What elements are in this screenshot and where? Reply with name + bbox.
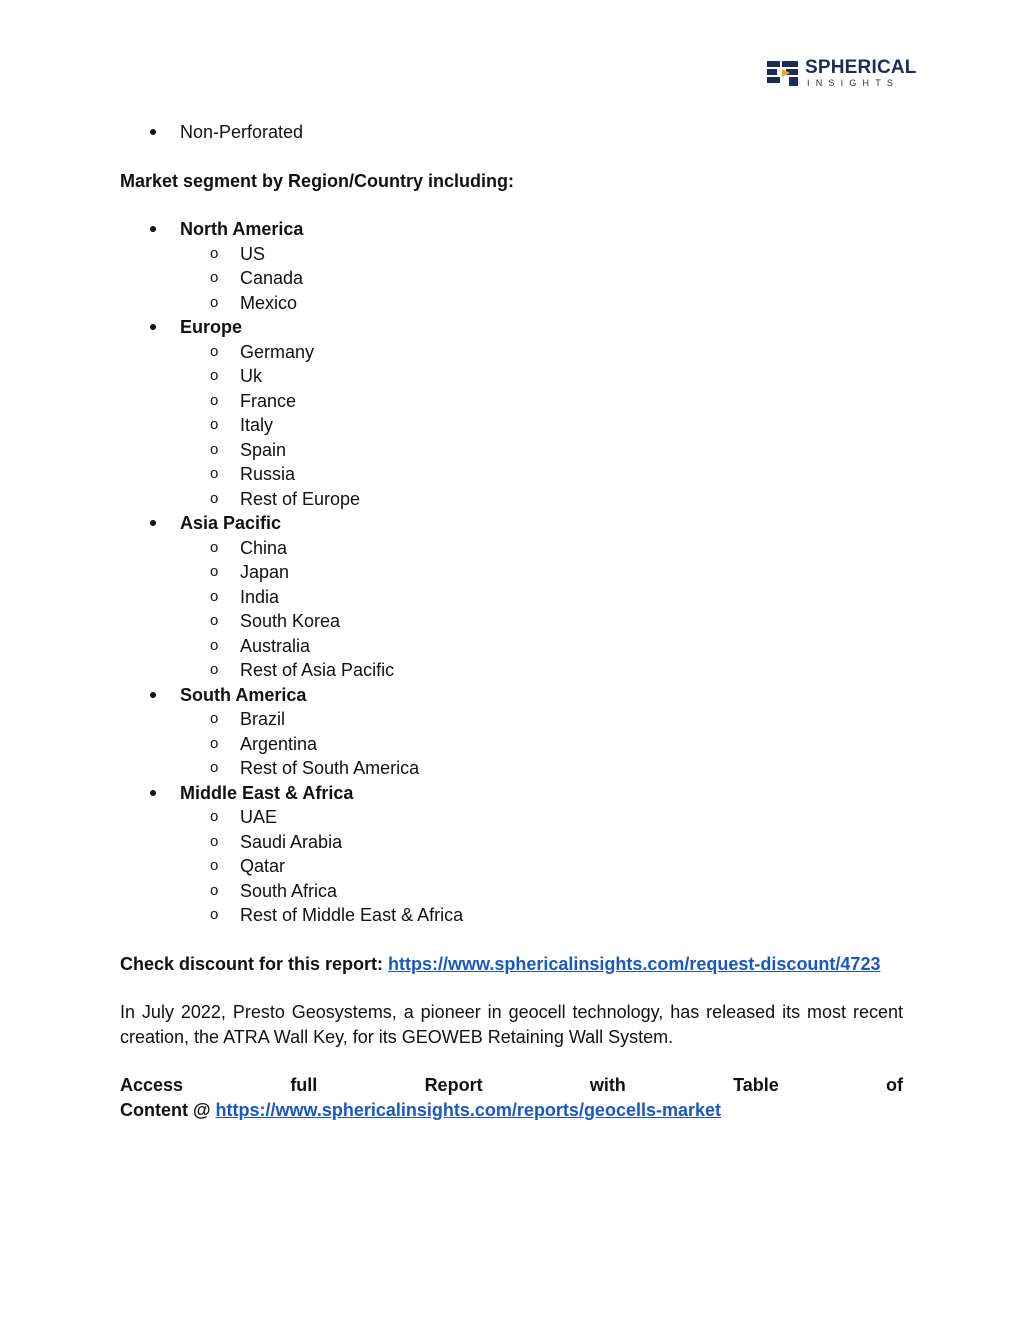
logo-mark-icon xyxy=(767,58,801,88)
country-item xyxy=(120,805,903,830)
circle-bullet-icon: o xyxy=(210,489,219,507)
circle-bullet-icon: o xyxy=(210,881,219,899)
country-item xyxy=(120,756,903,781)
country-label: Qatar xyxy=(240,856,286,876)
country-label: Germany xyxy=(240,341,315,362)
circle-bullet-icon: o xyxy=(210,832,219,850)
logo-word: SPHERICAL xyxy=(805,57,917,78)
country-label: Saudi Arabia xyxy=(240,831,343,852)
country-item xyxy=(120,560,903,585)
country-label: Australia xyxy=(240,635,311,656)
circle-bullet-icon: o xyxy=(210,465,219,482)
country-item xyxy=(120,879,903,904)
region-item xyxy=(120,781,903,806)
country-label: Uk xyxy=(240,366,262,386)
region-label: Europe xyxy=(180,317,243,337)
circle-bullet-icon: o xyxy=(210,906,219,923)
access-word: Report xyxy=(424,1075,483,1095)
country-item xyxy=(120,266,903,291)
circle-bullet-icon: o xyxy=(210,808,219,825)
document-body xyxy=(120,120,903,1122)
country-label: Rest of Asia Pacific xyxy=(240,660,395,680)
country-item xyxy=(120,658,903,683)
access-word: Table xyxy=(733,1075,779,1095)
country-item xyxy=(120,242,903,267)
list-item xyxy=(120,120,903,145)
country-item xyxy=(120,634,903,659)
list-item-label: Non-Perforated xyxy=(180,122,304,142)
circle-bullet-icon: o xyxy=(210,612,219,629)
country-label: Russia xyxy=(240,464,296,484)
access-link-line xyxy=(120,1098,903,1123)
country-label: US xyxy=(240,243,266,264)
region-list xyxy=(120,217,903,928)
region-item xyxy=(120,683,903,708)
circle-bullet-icon: o xyxy=(210,440,219,458)
country-label: Argentina xyxy=(240,733,318,754)
country-item xyxy=(120,585,903,610)
logo-subword: INSIGHTS xyxy=(807,78,900,88)
country-item xyxy=(120,462,903,487)
discount-label: Check discount for this report: xyxy=(120,953,389,974)
country-label: Brazil xyxy=(240,709,286,729)
access-word: of xyxy=(886,1075,903,1095)
region-label: North America xyxy=(180,219,304,239)
access-line xyxy=(120,1073,903,1098)
region-item xyxy=(120,511,903,536)
access-word: with xyxy=(589,1075,626,1095)
report-link[interactable]: https://www.sphericalinsights.com/reports/geocells-market xyxy=(215,1099,722,1120)
circle-bullet-icon: o xyxy=(210,244,219,262)
access-label: Content @ xyxy=(120,1099,216,1120)
region-label: Asia Pacific xyxy=(180,513,282,533)
country-label: South Korea xyxy=(240,611,341,631)
region-label: Middle East & Africa xyxy=(180,782,354,803)
country-item xyxy=(120,438,903,463)
country-item xyxy=(120,536,903,561)
country-item xyxy=(120,903,903,928)
circle-bullet-icon: o xyxy=(210,857,219,874)
country-item xyxy=(120,830,903,855)
access-word: Access xyxy=(120,1075,184,1095)
news-paragraph: In July 2022, Presto Geosystems, a pioneer in geocell technology, has released its most recent creation, the ATRA Wall Key, for its GEOWEB Retaining Wall System. xyxy=(120,1002,903,1047)
circle-bullet-icon: o xyxy=(210,710,219,727)
region-label: South America xyxy=(180,684,307,705)
circle-bullet-icon: o xyxy=(210,367,219,384)
country-item xyxy=(120,707,903,732)
country-label: India xyxy=(240,586,280,607)
circle-bullet-icon: o xyxy=(210,293,219,311)
circle-bullet-icon: o xyxy=(210,342,219,360)
country-label: China xyxy=(240,537,288,558)
country-label: Spain xyxy=(240,439,287,460)
discount-link[interactable]: https://www.sphericalinsights.com/request-discount/4723 xyxy=(388,953,881,974)
country-label: Japan xyxy=(240,562,290,582)
circle-bullet-icon: o xyxy=(210,759,219,776)
country-label: Rest of Middle East & Africa xyxy=(240,905,464,925)
country-label: Mexico xyxy=(240,292,298,313)
country-item xyxy=(120,291,903,316)
circle-bullet-icon: o xyxy=(210,416,219,433)
country-item xyxy=(120,487,903,512)
access-word: full xyxy=(290,1075,318,1095)
circle-bullet-icon: o xyxy=(210,734,219,752)
country-item xyxy=(120,340,903,365)
country-label: Italy xyxy=(240,415,274,435)
country-item xyxy=(120,413,903,438)
country-item xyxy=(120,854,903,879)
country-item xyxy=(120,609,903,634)
country-item xyxy=(120,364,903,389)
country-label: Rest of South America xyxy=(240,758,420,778)
country-label: UAE xyxy=(240,807,278,827)
region-item xyxy=(120,315,903,340)
circle-bullet-icon: o xyxy=(210,391,219,409)
region-item xyxy=(120,217,903,242)
circle-bullet-icon: o xyxy=(210,636,219,654)
discount-line xyxy=(120,952,903,977)
circle-bullet-icon: o xyxy=(210,269,219,286)
country-item xyxy=(120,389,903,414)
circle-bullet-icon: o xyxy=(210,587,219,605)
country-label: France xyxy=(240,390,297,411)
spherical-insights-logo xyxy=(767,57,917,90)
country-label: South Africa xyxy=(240,880,338,901)
circle-bullet-icon: o xyxy=(210,538,219,556)
circle-bullet-icon: o xyxy=(210,563,219,580)
country-item xyxy=(120,732,903,757)
country-label: Rest of Europe xyxy=(240,488,361,509)
circle-bullet-icon: o xyxy=(210,661,219,678)
region-heading: Market segment by Region/Country including: xyxy=(120,170,515,191)
country-label: Canada xyxy=(240,268,304,288)
